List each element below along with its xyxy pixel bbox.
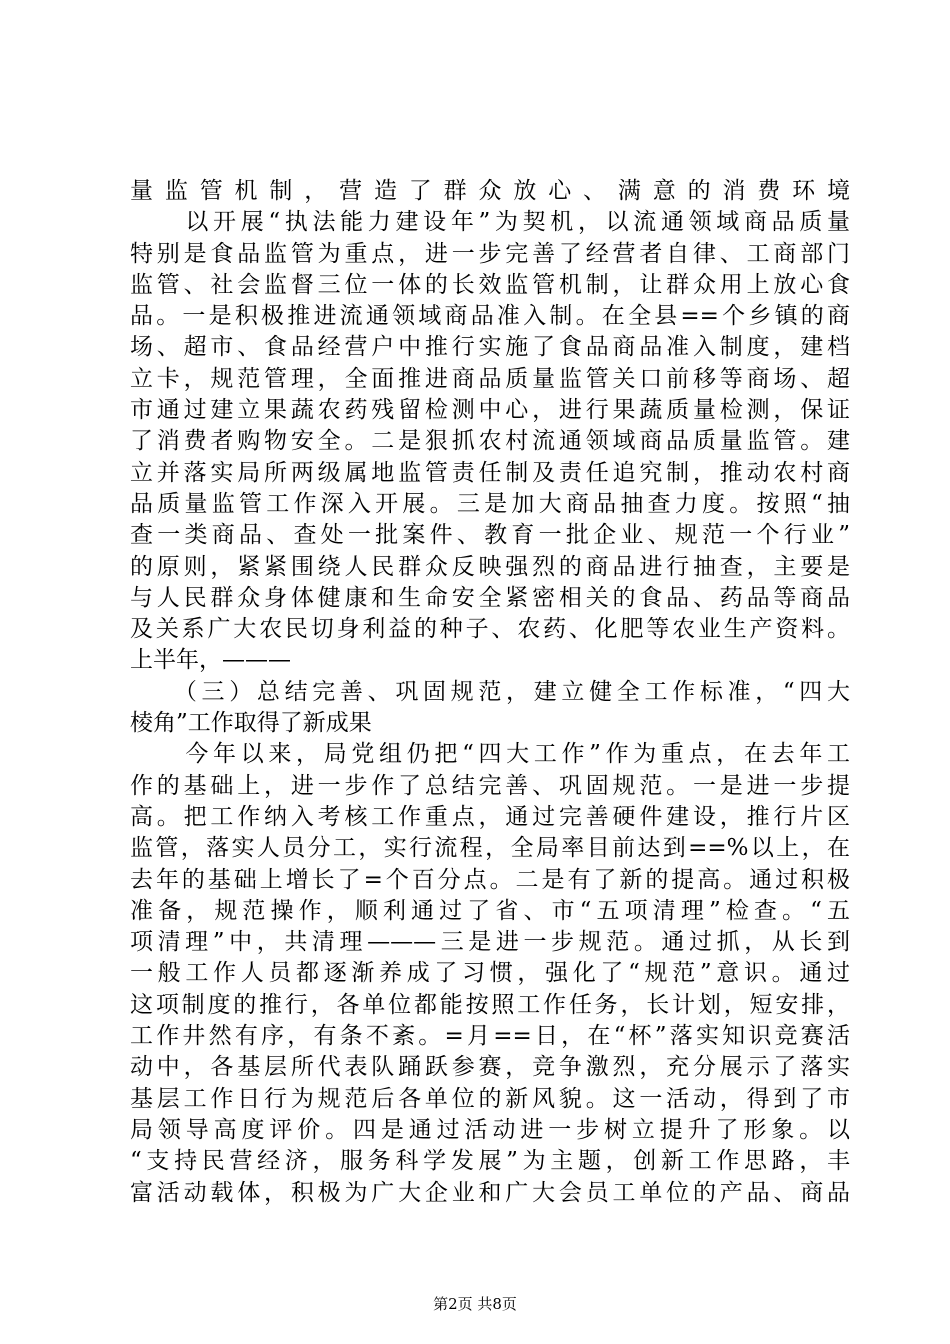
text-line: 准备，规范操作，顺利通过了省、市“五项清理”检查。“五 <box>130 897 850 924</box>
text-line: 工作井然有序，有条不紊。=月==日，在“杯”落实知识竞赛活 <box>130 1023 850 1050</box>
text-line: 这项制度的推行，各单位都能按照工作任务，长计划，短安排， <box>130 991 850 1018</box>
text-line: 市通过建立果蔬农药残留检测中心，进行果蔬质量检测，保证 <box>130 397 850 424</box>
text-line: 去年的基础上增长了=个百分点。二是有了新的提高。通过积极 <box>130 866 850 893</box>
section-heading-line: 棱角”工作取得了新成果 <box>130 710 372 737</box>
text-line: 量监管机制，营造了群众放心、满意的消费环境 <box>130 178 850 204</box>
text-line: 立并落实局所两级属地监管责任制及责任追究制，推动农村商 <box>130 459 850 486</box>
text-line: 立卡，规范管理，全面推进商品质量监管关口前移等商场、超 <box>130 365 850 392</box>
text-line: 作的基础上，进一步作了总结完善、巩固规范。一是进一步提 <box>130 772 850 799</box>
text-line: 特别是食品监管为重点，进一步完善了经营者自律、工商部门 <box>130 240 850 267</box>
text-line: 今年以来，局党组仍把“四大工作”作为重点，在去年工 <box>130 741 850 768</box>
text-line: 监管，落实人员分工，实行流程，全局率目前达到==%以上，在 <box>130 835 850 862</box>
text-line: 一般工作人员都逐渐养成了习惯，强化了“规范”意识。通过 <box>130 960 850 987</box>
text-line: 项清理”中，共清理———三是进一步规范。通过抓，从长到 <box>130 929 850 956</box>
text-line: 动中，各基层所代表队踊跃参赛，竞争激烈，充分展示了落实 <box>130 1054 850 1081</box>
document-body <box>130 176 850 1209</box>
text-line: 以开展“执法能力建设年”为契机，以流通领域商品质量 <box>130 209 850 236</box>
text-line: 局领导高度评价。四是通过活动进一步树立提升了形象。以 <box>130 1116 850 1143</box>
text-line: 及关系广大农民切身利益的种子、农药、化肥等农业生产资料。 <box>130 616 850 643</box>
text-line: 品。一是积极推进流通领域商品准入制。在全县==个乡镇的商 <box>130 303 850 330</box>
text-line: 与人民群众身体健康和生命安全紧密相关的食品、药品等商品 <box>130 584 850 611</box>
text-line: 富活动载体，积极为广大企业和广大会员工单位的产品、商品 <box>130 1179 850 1206</box>
text-line: 监管、社会监督三位一体的长效监管机制，让群众用上放心食 <box>130 271 850 298</box>
text-line: 的原则，紧紧围绕人民群众反映强烈的商品进行抽查，主要是 <box>130 553 850 580</box>
text-line: 查一类商品、查处一批案件、教育一批企业、规范一个行业” <box>130 522 850 549</box>
text-line: “支持民营经济，服务科学发展”为主题，创新工作思路，丰 <box>130 1148 850 1175</box>
section-heading-line: （三）总结完善、巩固规范，建立健全工作标准，“四大 <box>130 678 850 705</box>
text-line: 基层工作日行为规范后各单位的新风貌。这一活动，得到了市 <box>130 1085 850 1112</box>
text-line: 品质量监管工作深入开展。三是加大商品抽查力度。按照“抽 <box>130 490 850 517</box>
text-line: 上半年，——— <box>130 647 291 674</box>
text-line: 场、超市、食品经营户中推行实施了食品商品准入制度，建档 <box>130 334 850 361</box>
text-line: 高。把工作纳入考核工作重点，通过完善硬件建设，推行片区 <box>130 803 850 830</box>
page-number-footer: 第2页 共8页 <box>433 1295 517 1313</box>
text-line: 了消费者购物安全。二是狠抓农村流通领域商品质量监管。建 <box>130 428 850 455</box>
